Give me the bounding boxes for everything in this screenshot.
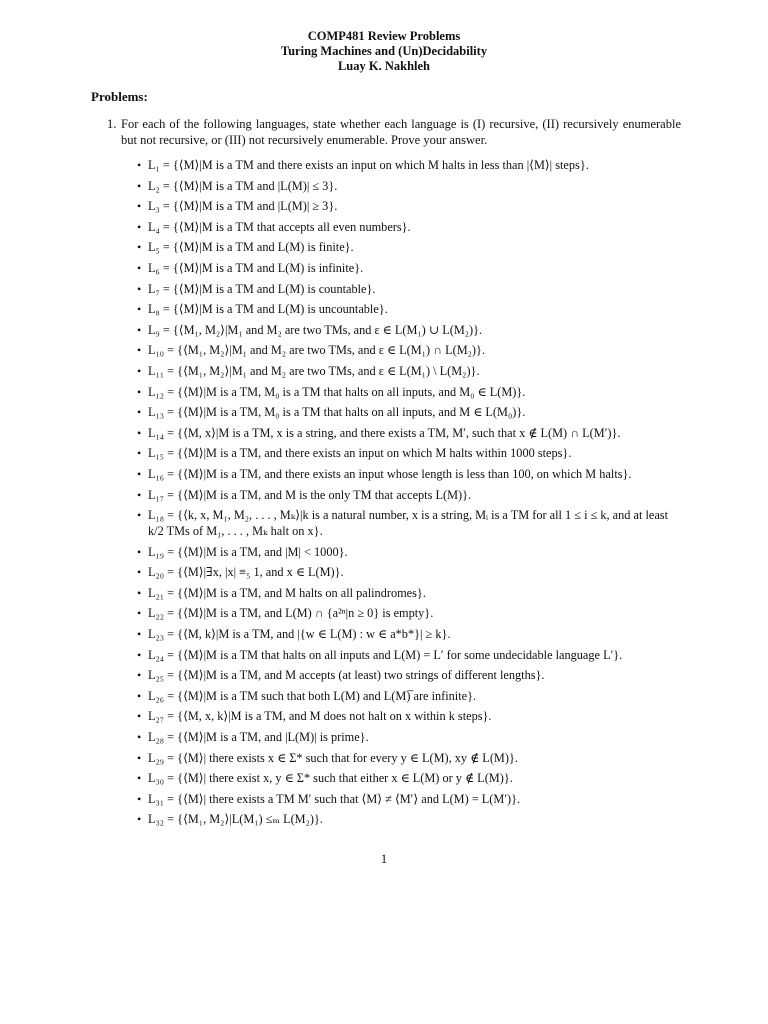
language-item: • L₁₆ = {⟨M⟩|M is a TM, and there exists an input whose length is less than 100, on which M halts}. (137, 466, 685, 482)
header-topic: Turing Machines and (Un)Decidability (280, 44, 488, 58)
language-item: • L₂₁ = {⟨M⟩|M is a TM, and M halts on all palindromes}. (137, 585, 685, 601)
language-item: • L₂₆ = {⟨M⟩|M is a TM such that both L(M) and L(M)̅ are infinite}. (137, 688, 685, 704)
language-item: • L₂₃ = {⟨M, k⟩|M is a TM, and |{w ∈ L(M) : w ∈ a*b*}| ≥ k}. (137, 626, 685, 642)
language-item: • L₁₃ = {⟨M⟩|M is a TM, M₀ is a TM that halts on all inputs, and M ∈ L(M₀)}. (137, 404, 685, 420)
language-item: • L₈ = {⟨M⟩|M is a TM and L(M) is uncountable}. (137, 301, 685, 317)
language-item: • L₁₅ = {⟨M⟩|M is a TM, and there exists an input on which M halts within 1000 steps}. (137, 445, 685, 461)
language-item: • L₂₉ = {⟨M⟩| there exists x ∈ Σ* such that for every y ∈ L(M), xy ∉ L(M)}. (137, 750, 685, 766)
language-item: • L₅ = {⟨M⟩|M is a TM and L(M) is finite}. (137, 239, 685, 255)
language-item: • L₁₉ = {⟨M⟩|M is a TM, and |M| < 1000}. (137, 544, 685, 560)
header-course: COMP481 Review Problems (307, 29, 461, 43)
language-item: • L₁₁ = {⟨M₁, M₂⟩|M₁ and M₂ are two TMs, and ε ∈ L(M₁) \ L(M₂)}. (137, 363, 685, 379)
language-item: • L₄ = {⟨M⟩|M is a TM that accepts all even numbers}. (137, 219, 685, 235)
language-item: • L₃₁ = {⟨M⟩| there exists a TM M′ such that ⟨M⟩ ≠ ⟨M′⟩ and L(M) = L(M′)}. (137, 791, 685, 807)
language-item: • L₁₇ = {⟨M⟩|M is a TM, and M is the only TM that accepts L(M)}. (137, 487, 685, 503)
language-item: • L₃₀ = {⟨M⟩| there exist x, y ∈ Σ* such that either x ∈ L(M) or y ∉ L(M)}. (137, 770, 685, 786)
language-item: • L₃₂ = {⟨M₁, M₂⟩|L(M₁) ≤ₘ L(M₂)}. (137, 811, 685, 827)
language-item: • L₁₈ = {⟨k, x, M₁, M₂, . . . , Mₖ⟩|k is a natural number, x is a string, Mᵢ is a TM for all 1 ≤ i ≤ k, and at least k/2 TMs of M₁, . . . , Mₖ halt on x}. (137, 507, 685, 539)
problem-text: For each of the following languages, state whether each language is (I) recursive, (II) recursively enumerable but not recursive, or (III) not recursively enumerable. Prove your answer. (121, 117, 681, 147)
language-item: • L₂₀ = {⟨M⟩|∃x, |x| ≡₅ 1, and x ∈ L(M)}. (137, 564, 685, 580)
language-item: • L₁₂ = {⟨M⟩|M is a TM, M₀ is a TM that halts on all inputs, and M₀ ∈ L(M)}. (137, 384, 685, 400)
language-item: • L₁₀ = {⟨M₁, M₂⟩|M₁ and M₂ are two TMs, and ε ∈ L(M₁) ∩ L(M₂)}. (137, 342, 685, 358)
language-item: • L₂₅ = {⟨M⟩|M is a TM, and M accepts (at least) two strings of different lengths}. (137, 667, 685, 683)
header-author: Luay K. Nakhleh (337, 59, 431, 73)
language-item: • L₂ = {⟨M⟩|M is a TM and |L(M)| ≤ 3}. (137, 178, 685, 194)
language-item: • L₁₄ = {⟨M, x⟩|M is a TM, x is a string, and there exists a TM, M′, such that x ∉ L(M) ∩ L(M′)}. (137, 425, 685, 441)
language-item: • L₇ = {⟨M⟩|M is a TM and L(M) is countable}. (137, 281, 685, 297)
language-item: • L₉ = {⟨M₁, M₂⟩|M₁ and M₂ are two TMs, and ε ∈ L(M₁) ∪ L(M₂)}. (137, 322, 685, 338)
problem-number: 1. (107, 117, 117, 131)
language-item: • L₂₂ = {⟨M⟩|M is a TM, and L(M) ∩ {a²ⁿ|n ≥ 0} is empty}. (137, 605, 685, 621)
page-number: 1 (380, 852, 388, 866)
language-item: • L₂₄ = {⟨M⟩|M is a TM that halts on all inputs and L(M) = L′ for some undecidable language L′}. (137, 647, 685, 663)
language-item: • L₂₈ = {⟨M⟩|M is a TM, and |L(M)| is prime}. (137, 729, 685, 745)
language-item: • L₃ = {⟨M⟩|M is a TM and |L(M)| ≥ 3}. (137, 198, 685, 214)
language-item: • L₆ = {⟨M⟩|M is a TM and L(M) is infinite}. (137, 260, 685, 276)
language-item: • L₂₇ = {⟨M, x, k⟩|M is a TM, and M does not halt on x within k steps}. (137, 708, 685, 724)
section-title: Problems: (91, 89, 148, 104)
language-list (137, 157, 685, 832)
language-item: • L₁ = {⟨M⟩|M is a TM and there exists an input on which M halts in less than |⟨M⟩| steps}. (137, 157, 685, 173)
